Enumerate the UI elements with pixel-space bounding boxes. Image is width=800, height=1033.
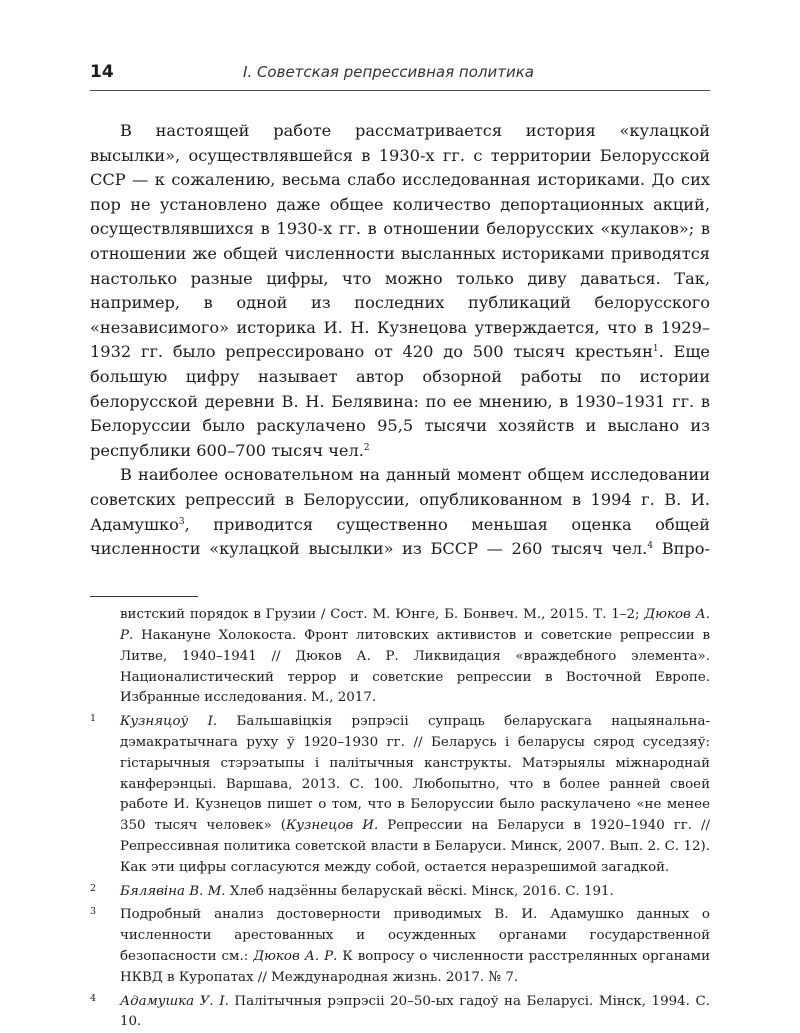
footnote-author: Адамушка У. І. [120,993,229,1009]
paragraph-text: Впро- [653,539,710,559]
footnote-text: Репрессии на Беларуси в 1920–1940 гг. // Репрессивная политика советской власти в Беларуси. Минск, 2007. Вып. 2. С. 12). Как эти цифры согласуются между собой, остается неразрешимой загадкой. [120,818,710,875]
running-title: I. Советская репрессивная политика [243,63,534,81]
page-number: 14 [90,62,114,82]
footnote-4 [90,992,710,1033]
footnote-text: Накануне Холокоста. Фронт литовских активистов и советские репрессии в Литве, 1940–1941 // Дюков А. Р. Ликвидация «враждебного элемента». Националистический террор и советские репрессии в Восточной Европе. Избранные исследования. М., 2017. [120,628,710,706]
footnote-1 [90,712,710,878]
footnote-marker: 1 [90,713,97,725]
footnote-text: Подробный анализ достоверности приводимых В. И. Адамушко данных о численности арестованных и осужденных органами государственной безопасности см.: [120,907,710,965]
footnote-ref-3: 3 [178,516,185,527]
footnote-author: Дюков А. Р. [120,607,710,644]
footnote-ref-1: 1 [652,344,659,355]
footnote-text: Бальшавіцкія рэпрэсіі супраць беларускага нацыянальна-дэмакратычнага руху ў 1920–1930 гг. // Беларусь і беларусы сярод суседзяў: гістарычныя стэрэатыпы і палітычныя канструкты. Матэрыялы міжнароднай канферэнцыі. Варшава, 2013. С. 100. Любопытно, что в более ранней своей работе И. Кузнецов пишет о том, что в Белоруссии было раскулачено «не менее 350 тысяч человек» ( [120,714,710,834]
footnotes [90,605,710,1033]
running-header [90,60,710,91]
paragraph-text: , приводится существенно меньшая оценка общей численности «кулацкой высылки» из БССР — 260 тысяч чел. [90,514,710,559]
paragraph-1 [90,119,710,463]
footnote-ref-4: 4 [647,541,654,552]
footnote-marker: 3 [90,906,97,918]
footnote-marker: 4 [90,992,97,1004]
paragraph-text: . Еще большую цифру называет автор обзорной работы по истории белорусской деревни В. Н. Белявина: по ее мнению, в 1930–1931 гг. в Белоруссии было раскулачено 95,5 тысячи хозяйств и выслано из республики 600–700 тысяч чел. [90,342,710,460]
main-text [90,119,710,586]
footnote-author: Кузняцоў І. [120,714,218,730]
paragraph-text: В настоящей работе рассматривается история «кулацкой высылки», осуществлявшейся в 1930-х гг. с территории Белорусской ССР — к сожалению, весьма слабо исследованная историками. До сих пор не установлено даже общее количество депортационных акций, осуществлявшихся в 1930-х гг. в отношении белорусских «кулаков»; в отношении же общей численности высланных историками приводятся настолько разные цифры, что можно только диву даваться. Так, например, в одной из последних публикаций белорусского «независимого» историка И. Н. Кузнецова утверждается, что в 1929–1932 гг. было репрессировано от 420 до 500 тысяч крестьян [90,121,710,362]
footnote-text: Палітычныя рэпрэсіі 20–50-ых гадоў на Беларусі. Мінск, 1994. С. 10. [120,993,710,1030]
footnote-continuation [90,605,710,709]
footnote-author: Кузнецов И. [285,818,379,834]
book-page [90,60,710,1033]
footnote-separator [90,596,198,597]
footnote-marker: 2 [90,882,97,894]
footnote-author: Дюков А. Р. [253,949,338,965]
footnote-2 [90,882,710,903]
footnote-ref-2: 2 [363,442,370,453]
paragraph-text: В наиболее основательном на данный момент общем исследовании советских репрессий в Белоруссии, опубликованном в 1994 г. В. И. Адамушко [90,465,710,534]
footnote-3 [90,905,710,988]
footnote-text: Хлеб надзённы беларускай вёскі. Мінск, 2016. С. 191. [225,883,614,899]
footnote-text: К вопросу о численности расстрелянных органами НКВД в Куропатах // Международная жизнь. 2017. № 7. [120,949,710,985]
footnote-text: вистский порядок в Грузии / Сост. М. Юнге, Б. Бонвеч. М., 2015. Т. 1–2; [120,607,645,623]
paragraph-2 [90,463,710,586]
footnote-author: Бялявіна В. М. [120,883,226,899]
